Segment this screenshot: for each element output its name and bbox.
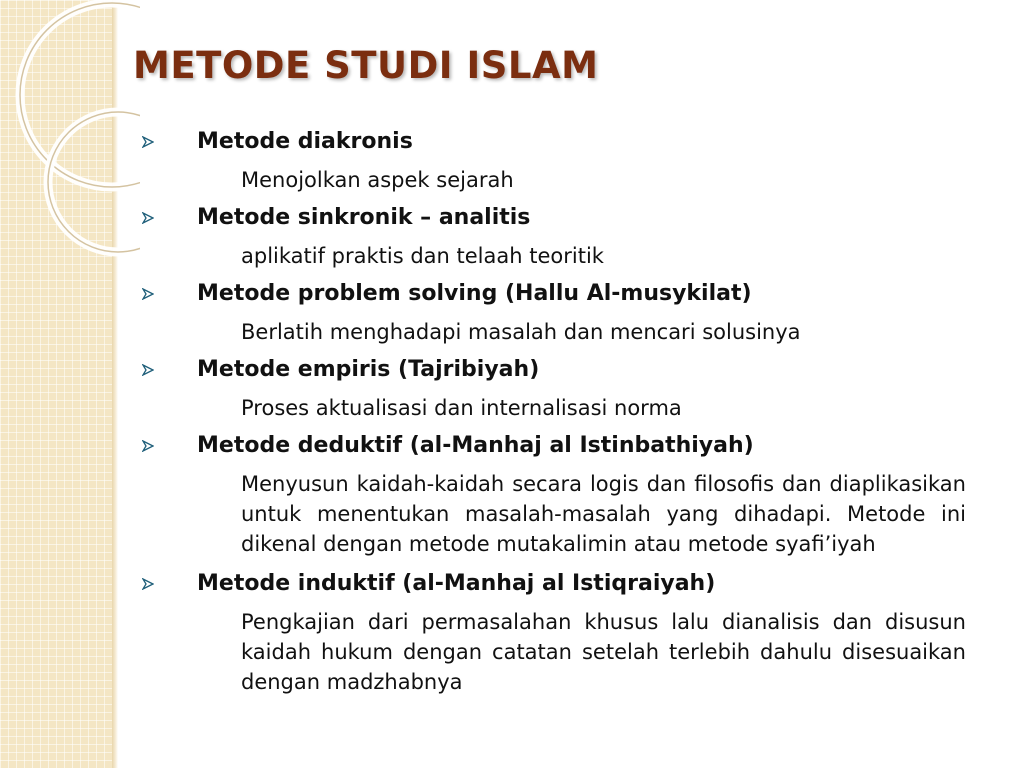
method-description: Pengkajian dari permasalahan khusus lalu dianalisis dan disusun kaidah hukum dengan catatan setelah terlebih dahulu disesuaikan dengan madzhabnya — [241, 610, 966, 694]
method-heading: Metode induktif (al-Manhaj al Istiqraiyah) — [197, 571, 716, 596]
list-item — [140, 351, 966, 427]
method-heading: Metode deduktif (al-Manhaj al Istinbathiyah) — [197, 433, 754, 458]
decorative-rings-icon — [0, 0, 140, 270]
arrow-bullet-icon — [142, 440, 154, 452]
method-heading: Metode problem solving (Hallu Al-musykilat) — [197, 281, 752, 306]
method-description: Berlatih menghadapi masalah dan mencari solusinya — [241, 320, 801, 344]
method-description: Proses aktualisasi dan internalisasi norma — [241, 396, 682, 420]
method-list — [140, 123, 966, 703]
method-description: Menyusun kaidah-kaidah secara logis dan filosofis dan diaplikasikan untuk menentukan masalah-masalah yang dihadapi. Metode ini dikenal dengan metode mutakalimin atau metode syafi’iyah — [241, 472, 966, 556]
method-heading: Metode empiris (Tajribiyah) — [197, 357, 540, 382]
arrow-bullet-icon — [142, 212, 154, 224]
list-item — [140, 275, 966, 351]
method-heading: Metode sinkronik – analitis — [197, 205, 531, 230]
method-description: Menojolkan aspek sejarah — [241, 168, 514, 192]
arrow-bullet-icon — [142, 136, 154, 148]
method-heading: Metode diakronis — [197, 129, 413, 154]
slide-title: METODE STUDI ISLAM — [133, 44, 599, 87]
list-item — [140, 199, 966, 275]
list-item — [140, 427, 966, 565]
arrow-bullet-icon — [142, 288, 154, 300]
method-description: aplikatif praktis dan telaah teoritik — [241, 244, 604, 268]
list-item — [140, 565, 966, 703]
list-item — [140, 123, 966, 199]
arrow-bullet-icon — [142, 578, 154, 590]
arrow-bullet-icon — [142, 364, 154, 376]
